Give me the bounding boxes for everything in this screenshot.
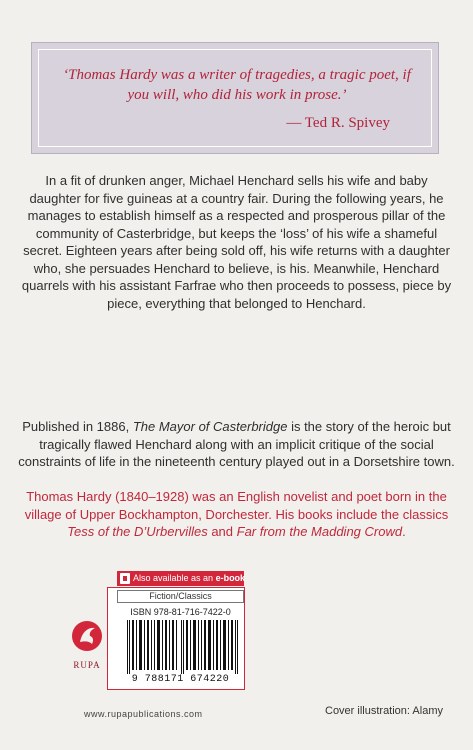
author-bio: [18, 488, 455, 541]
quote-attribution: — Ted R. Spivey: [286, 115, 390, 131]
ebook-badge: [117, 571, 244, 586]
rupa-logo-icon: [71, 616, 103, 656]
synopsis-p2-before: Published in 1886,: [22, 419, 133, 434]
isbn-text: ISBN 978-81-716-7422-0: [130, 607, 231, 617]
ebook-badge-bold: e-book: [215, 573, 246, 583]
synopsis-paragraph-2: [18, 418, 455, 471]
ebook-icon: [120, 573, 130, 584]
barcode-digits: 9 788171 674220: [131, 674, 230, 685]
author-book-title-2: Far from the Madding Crowd: [236, 524, 403, 539]
ebook-badge-prefix: Also available as an: [133, 573, 216, 583]
publisher-logo-text: RUPA: [73, 660, 101, 670]
quote-text: ‘Thomas Hardy was a writer of tragedies, a tragic poet, if you will, who did his work in prose.’: [63, 67, 411, 103]
author-bio-after: .: [402, 524, 406, 539]
quote-box: [31, 42, 439, 154]
book-title: The Mayor of Casterbridge: [132, 419, 288, 434]
author-bio-before: Thomas Hardy (1840–1928) was an English novelist and poet born in the village of Upper Bockhampton, Dorchester. His books include the classics: [24, 489, 449, 522]
cover-credit: Cover illustration: Alamy: [325, 705, 443, 717]
synopsis-p2-after: is the story of the heroic but tragically flawed Henchard along with an implicit critique of the social constraints of life in the nineteenth century played out in a Dorsetshire town.: [18, 419, 455, 469]
author-bio-middle: and: [207, 524, 237, 539]
category-label: Fiction/Classics: [117, 590, 244, 603]
synopsis-paragraph-1: In a fit of drunken anger, Michael Henchard sells his wife and baby daughter for five guineas at a country fair. During the following years, he manages to establish himself as a respected and prosperous pillar of the community of Casterbridge, but keeps the ‘loss’ of his wife a shameful secret. Eighteen years after being sold off, his wife returns with a daughter who, she persuades Henchard to believe, is his. Meanwhile, Henchard quarrels with his assistant Farfrae who then proceeds to possess, piece by piece, everything that belonged to Henchard.: [21, 173, 452, 311]
publisher-website: www.rupapublications.com: [84, 709, 203, 719]
barcode: [127, 620, 238, 674]
author-book-title-1: Tess of the D’Urbervilles: [67, 524, 208, 539]
